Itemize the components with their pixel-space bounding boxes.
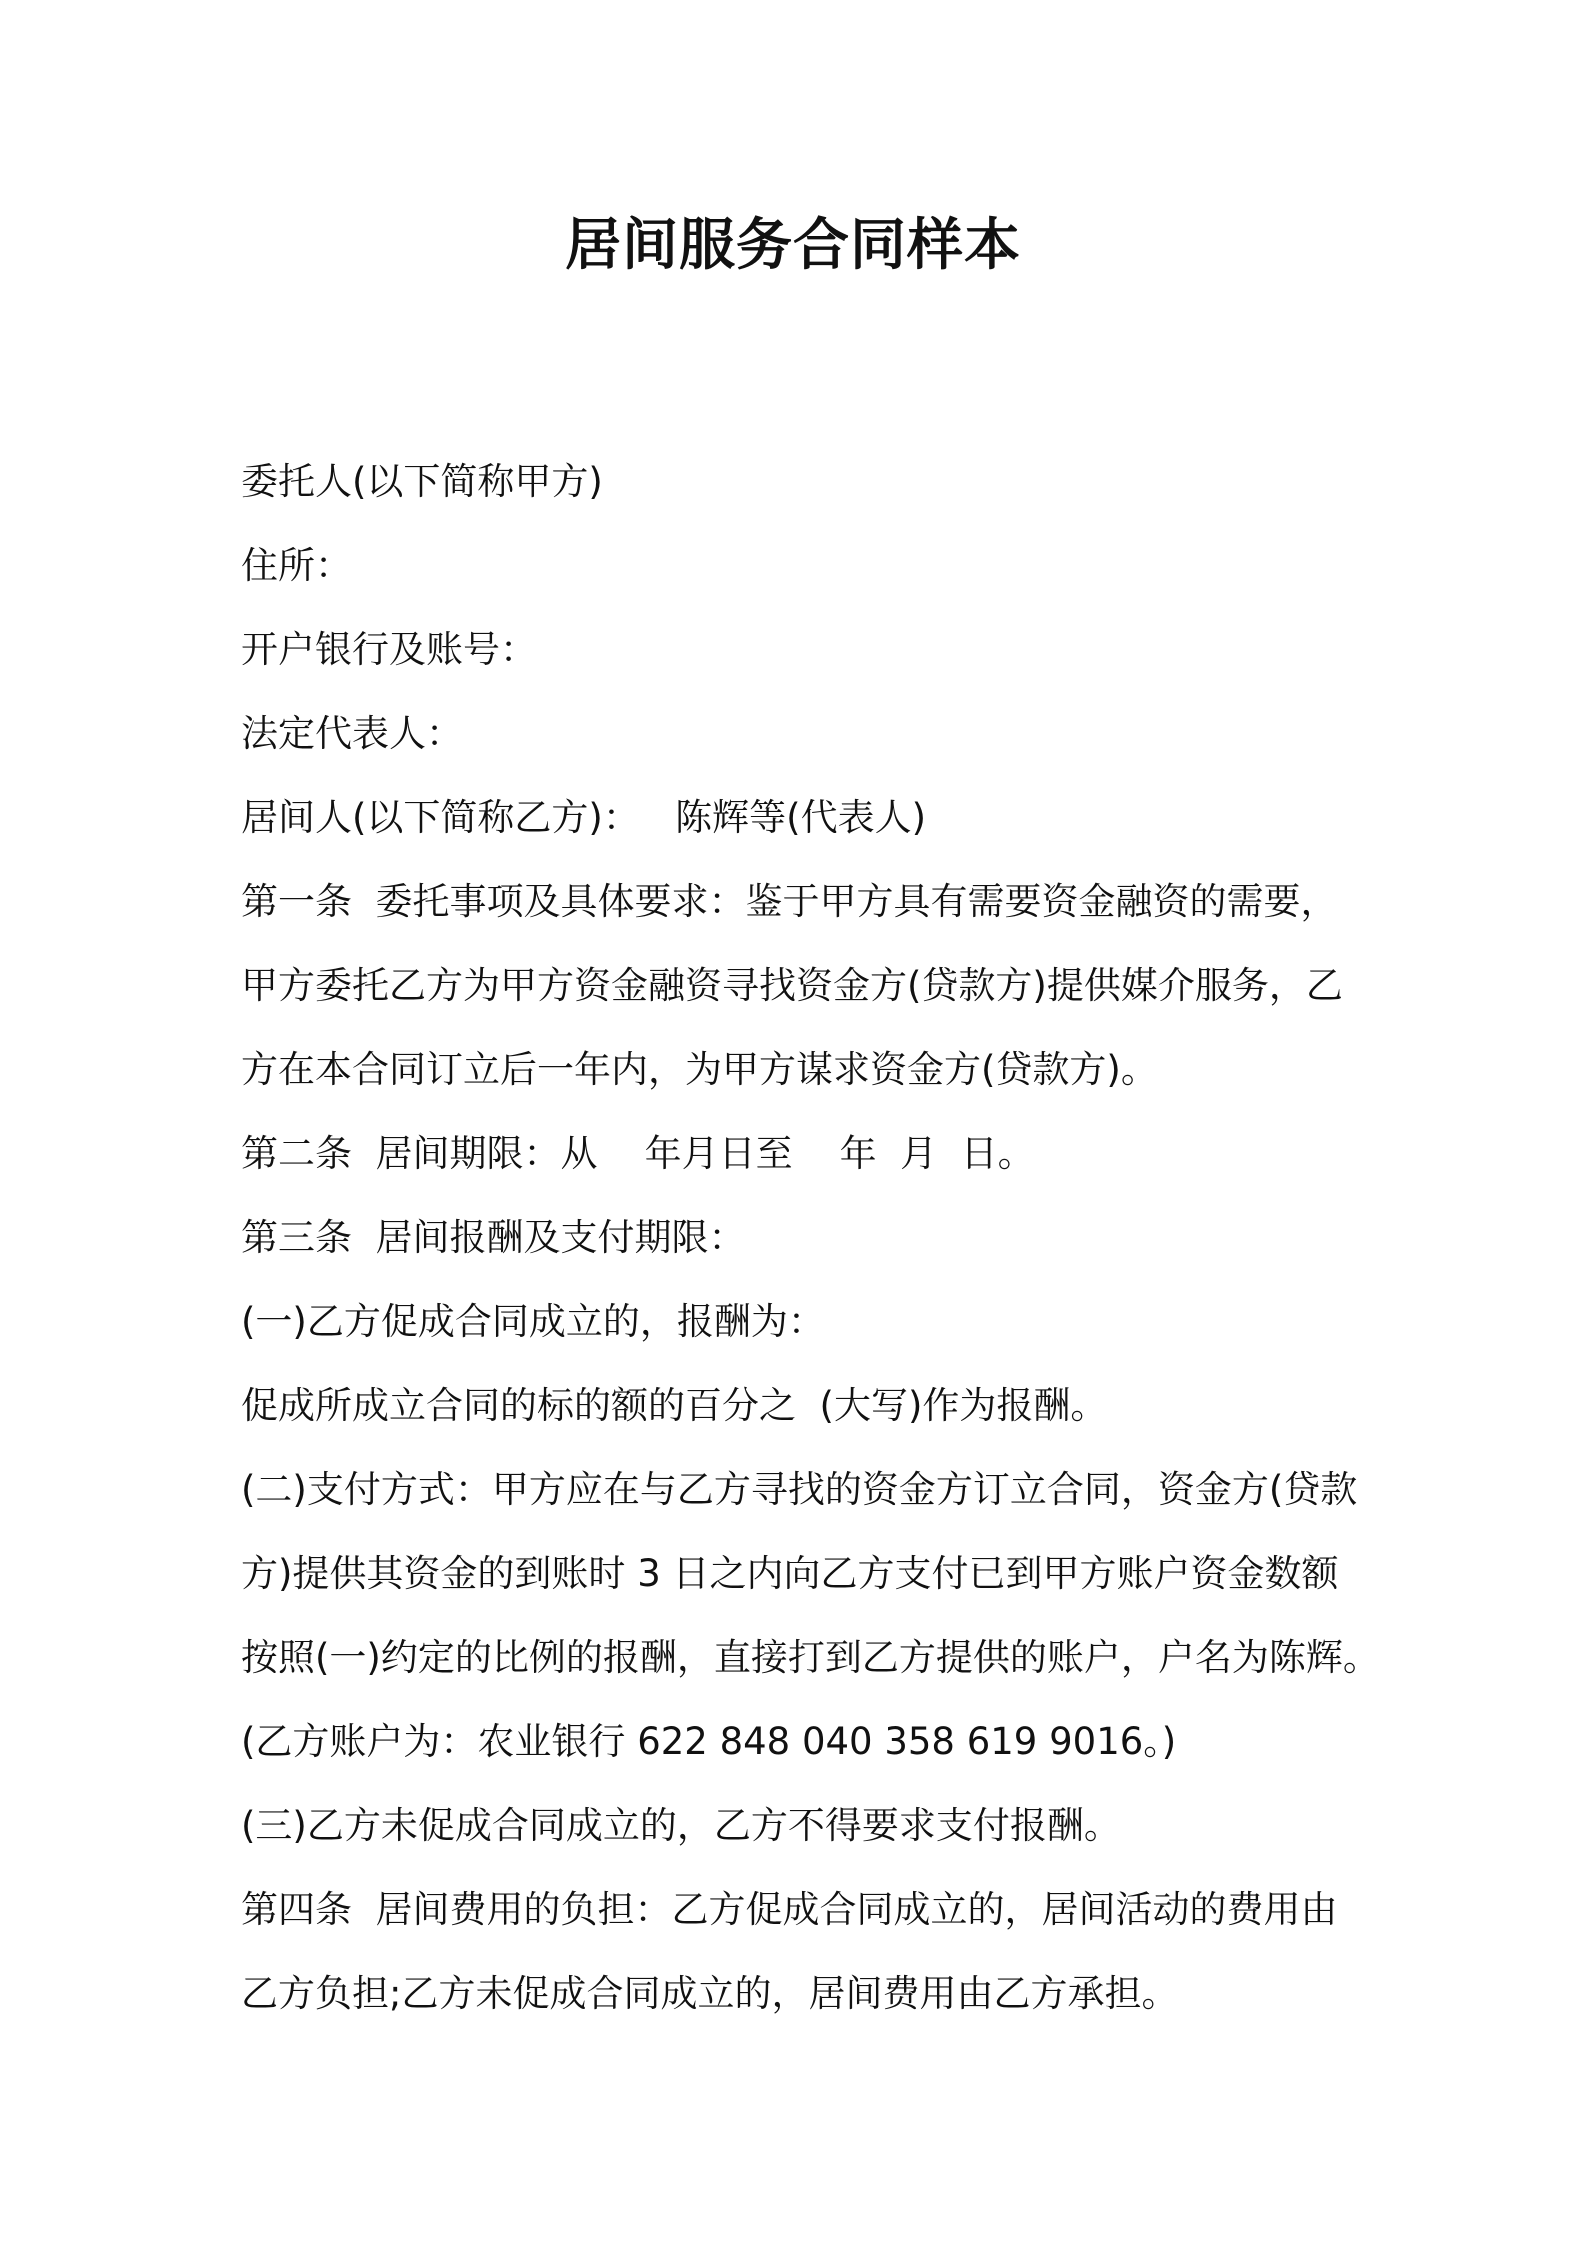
text-line: 住所： (241, 544, 352, 587)
text-line: (二)支付方式：甲方应在与乙方寻找的资金方订立合同，资金方(贷款 (241, 1468, 1358, 1511)
text-line: 第三条 居间报酬及支付期限： (241, 1216, 746, 1259)
text-line: 乙方负担;乙方未促成合同成立的，居间费用由乙方承担。 (241, 1972, 1179, 2015)
text-line: (乙方账户为：农业银行 622 848 040 358 619 9016。) (241, 1720, 1177, 1763)
text-line: 居间人(以下简称乙方)： 陈辉等(代表人) (241, 796, 927, 839)
document-body (241, 440, 1380, 2036)
document-title: 居间服务合同样本 (565, 213, 1021, 278)
text-line: 第一条 委托事项及具体要求：鉴于甲方具有需要资金融资的需要， (241, 880, 1338, 923)
text-line: 开户银行及账号： (241, 628, 537, 671)
text-line: 第四条 居间费用的负担：乙方促成合同成立的，居间活动的费用由 (241, 1888, 1338, 1931)
text-line: 委托人(以下简称甲方) (241, 460, 603, 503)
text-line: 促成所成立合同的标的额的百分之 (大写)作为报酬。 (241, 1384, 1108, 1427)
text-line: 法定代表人： (241, 712, 463, 755)
text-line: (一)乙方促成合同成立的，报酬为： (241, 1300, 825, 1343)
text-line: 方)提供其资金的到账时 3 日之内向乙方支付已到甲方账户资金数额 (241, 1552, 1339, 1595)
text-line: 第二条 居间期限：从 年月日至 年 月 日。 (241, 1132, 1035, 1175)
text-line: 甲方委托乙方为甲方资金融资寻找资金方(贷款方)提供媒介服务，乙 (241, 964, 1343, 1007)
text-line: 方在本合同订立后一年内，为甲方谋求资金方(贷款方)。 (241, 1048, 1158, 1091)
text-line: (三)乙方未促成合同成立的，乙方不得要求支付报酬。 (241, 1804, 1121, 1847)
text-line: 按照(一)约定的比例的报酬，直接打到乙方提供的账户，户名为陈辉。 (241, 1636, 1380, 1679)
